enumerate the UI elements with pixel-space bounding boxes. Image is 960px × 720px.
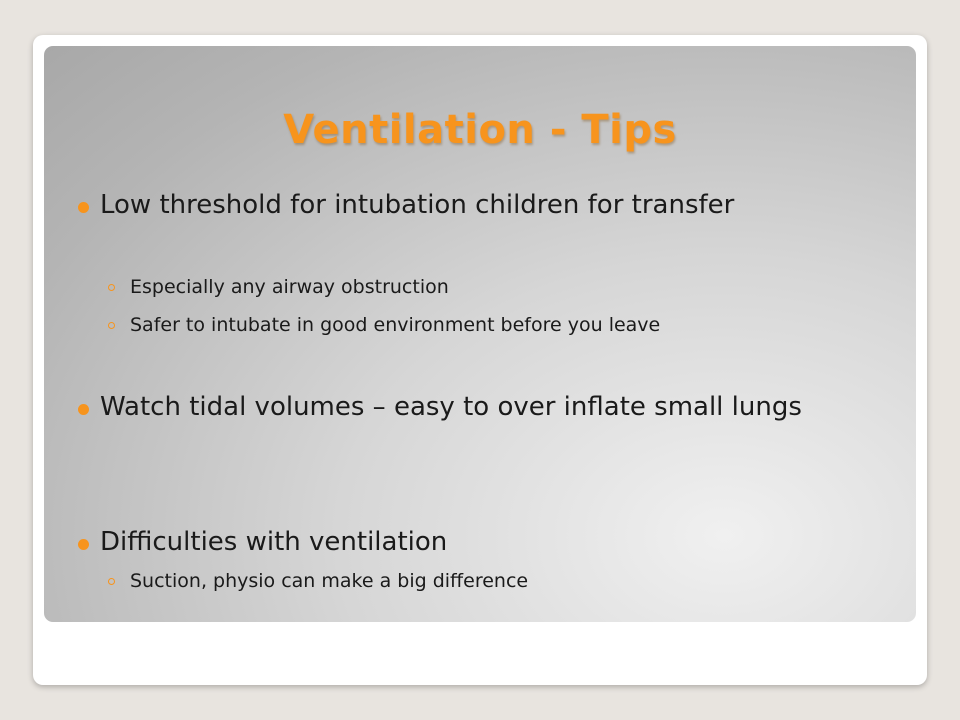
sub-bullet-ring-icon — [108, 322, 115, 329]
bullet-dot-icon — [78, 539, 89, 550]
sub-bullet-ring-icon — [108, 578, 115, 585]
sub-bullet-item-3-1: Suction, physio can make a big difference — [130, 570, 529, 592]
sub-bullet-item-1-1: Especially any airway obstruction — [130, 276, 449, 298]
sub-bullet-ring-icon — [108, 284, 115, 291]
slide-title: Ventilation - Tips — [283, 107, 677, 153]
bullet-dot-icon — [78, 202, 89, 213]
bullet-dot-icon — [78, 404, 89, 415]
bullet-item-2: Watch tidal volumes – easy to over inflate small lungs — [100, 392, 802, 422]
bullet-item-3: Difficulties with ventilation — [100, 527, 448, 557]
bullet-item-1: Low threshold for intubation children for transfer — [100, 190, 735, 220]
sub-bullet-item-1-2: Safer to intubate in good environment before you leave — [130, 314, 661, 336]
